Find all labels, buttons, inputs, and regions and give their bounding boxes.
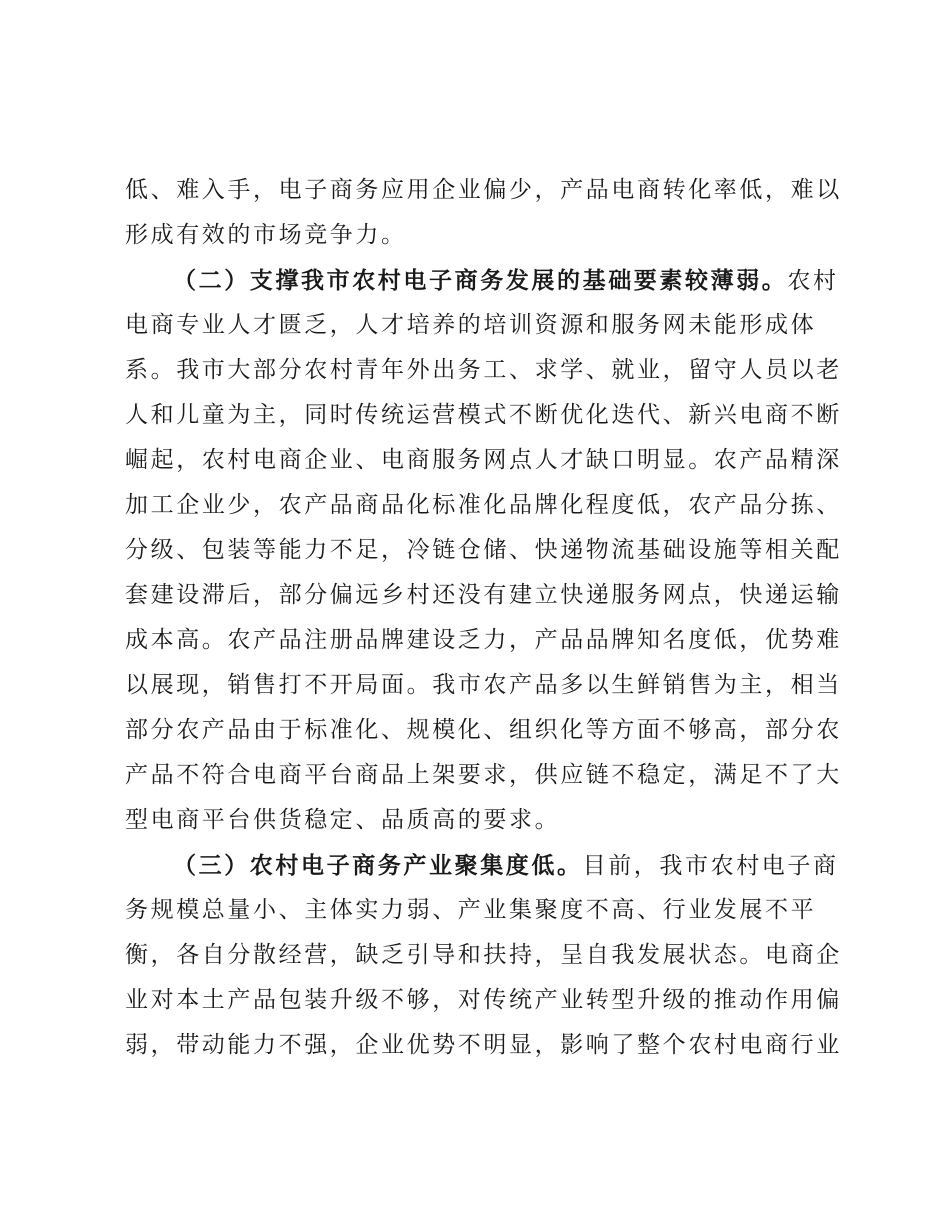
paragraph-line: 衡，各自分散经营，缺乏引导和扶持，呈自我发展状态。电商企 <box>125 942 842 968</box>
paragraph-line: 部分农产品由于标准化、规模化、组织化等方面不够高，部分农 <box>125 717 842 743</box>
paragraph-first-line <box>125 843 839 888</box>
paragraph-line: 产品不符合电商平台商品上架要求，供应链不稳定，满足不了大 <box>125 762 842 788</box>
paragraph-line: 加工企业少，农产品商品化标准化品牌化程度低，农产品分拣、 <box>125 492 842 518</box>
paragraph-line: 低、难入手，电子商务应用企业偏少，产品电商转化率低，难以 <box>125 177 842 203</box>
paragraph-2 <box>125 258 842 843</box>
paragraph-text: 农村 <box>787 268 839 294</box>
paragraph-first-line <box>125 258 839 303</box>
paragraph-line: 套建设滞后，部分偏远乡村还没有建立快递服务网点，快递运输 <box>125 582 842 608</box>
paragraph-line: 人和儿童为主，同时传统运营模式不断优化迭代、新兴电商不断 <box>125 402 842 428</box>
paragraph-line: 弱，带动能力不强，企业优势不明显，影响了整个农村电商行业 <box>125 1032 842 1058</box>
section-heading: （二）支撑我市农村电子商务发展的基础要素较薄弱。 <box>173 267 788 294</box>
paragraph-1 <box>125 168 842 258</box>
document-body <box>125 168 842 1068</box>
paragraph-text: 目前，我市农村电子商 <box>582 853 839 879</box>
paragraph-line: 电商专业人才匮乏，人才培养的培训资源和服务网未能形成体 <box>125 312 817 338</box>
section-heading: （三）农村电子商务产业聚集度低。 <box>173 852 583 879</box>
paragraph-line: 成本高。农产品注册品牌建设乏力，产品品牌知名度低，优势难 <box>125 627 842 653</box>
paragraph-line: 务规模总量小、主体实力弱、产业集聚度不高、行业发展不平 <box>125 897 817 923</box>
paragraph-3 <box>125 843 842 1068</box>
paragraph-line: 崛起，农村电商企业、电商服务网点人才缺口明显。农产品精深 <box>125 447 842 473</box>
paragraph-line: 型电商平台供货稳定、品质高的要求。 <box>125 807 561 833</box>
paragraph-line: 以展现，销售打不开局面。我市农产品多以生鲜销售为主，相当 <box>125 672 842 698</box>
paragraph-line: 系。我市大部分农村青年外出务工、求学、就业，留守人员以老 <box>125 357 842 383</box>
paragraph-line: 业对本土产品包装升级不够，对传统产业转型升级的推动作用偏 <box>125 987 842 1013</box>
paragraph-line: 分级、包装等能力不足，冷链仓储、快递物流基础设施等相关配 <box>125 537 842 563</box>
paragraph-line: 形成有效的市场竞争力。 <box>125 222 407 248</box>
